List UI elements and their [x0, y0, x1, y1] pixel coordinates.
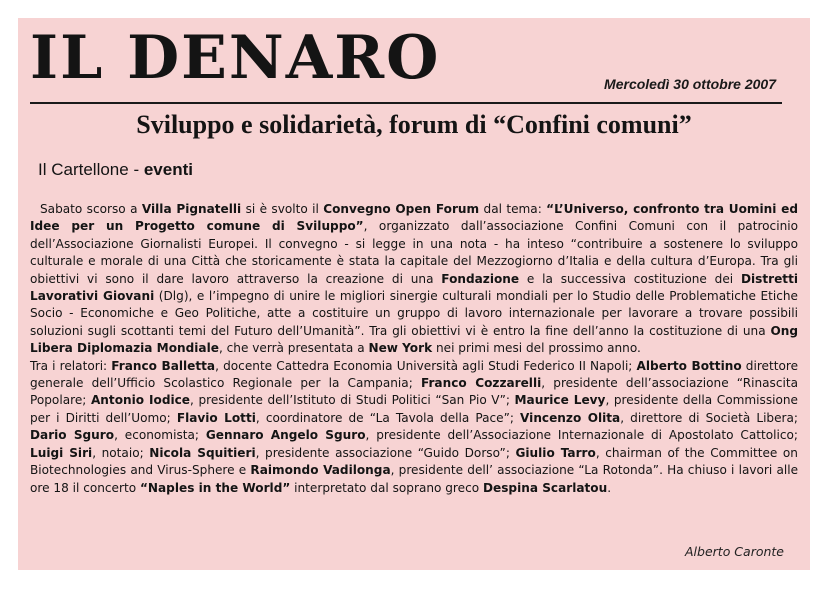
- text-run: , presidente dell’Associazione Internazionale di Apostolato Cattolico;: [365, 428, 798, 443]
- bold-run: New York: [368, 341, 433, 356]
- text-run: , presidente dell’ associazione “La Rotonda”. Ha chiuso i lavori alle ore 18 il concerto: [30, 463, 799, 495]
- text-run: si è svolto il: [241, 202, 324, 216]
- text-run: dal tema:: [479, 202, 547, 216]
- text-run: direttore generale dell’Ufficio Scolastico Regionale per la Campania;: [30, 358, 799, 391]
- article-paragraph: [30, 201, 798, 358]
- text-run: e la successiva costituzione dei: [519, 271, 741, 286]
- newspaper-clipping: [18, 18, 810, 570]
- bold-run: Franco Balletta: [111, 358, 216, 373]
- publication-date: Mercoledì 30 ottobre 2007: [604, 76, 776, 92]
- text-run: , coordinatore de “La Tavola della Pace”;: [255, 410, 521, 425]
- section-label: [38, 160, 193, 180]
- bold-run: Vincenzo Olita: [520, 410, 621, 425]
- article-paragraph: [30, 358, 798, 497]
- text-run: (Dlg), e l’impegno di unire le migliori sinergie culturali mondiali per lo Studio delle Problematiche Etiche Socio - Economiche e Geo Politiche, atte a costituire un gruppo di lavoro internazionale per lavorare a trovare possibili soluzioni sugli scottanti temi del Futuro dell’Umanità”. Tra gli obiettivi vi è entro la fine dell’anno la costituzione di una: [30, 289, 798, 338]
- article-body: [30, 201, 798, 497]
- section-separator: -: [128, 160, 144, 179]
- text-run: nei primi mesi del prossimo anno.: [432, 341, 641, 356]
- text-run: , direttore di Società Libera;: [620, 410, 798, 425]
- bold-run: Luigi Siri: [30, 445, 93, 460]
- text-run: , organizzato dall’associazione Confini Comuni con il patrocinio dell’Associazione Giornalisti Europei. Il convegno - si legge in una nota - ha inteso “contribuire a sostenere lo sviluppo culturale e morale di una Città che storicamente è stata la capitale del Mezzogiorno d’Italia e della cultura d’Europa. Tra gli obiettivi vi sono il dare lavoro attraverso la creazione di una: [30, 219, 798, 286]
- text-run: , presidente associazione “Guido Dorso”;: [255, 445, 516, 460]
- bold-run: Convegno Open Forum: [323, 202, 480, 216]
- section-topic: eventi: [143, 160, 193, 179]
- bold-run: Maurice Levy: [514, 393, 606, 408]
- bold-run: “Naples in the World”: [139, 480, 291, 495]
- bold-run: Dario Sguro: [30, 428, 115, 443]
- text-run: , presidente dell’Istituto di Studi Politici “San Pio V”;: [190, 393, 515, 408]
- text-run: , presidente della Commissione per i Diritti dell’Uomo;: [30, 393, 798, 425]
- bold-run: Giulio Tarro: [515, 445, 596, 460]
- text-run: interpretato dal soprano greco: [290, 480, 483, 495]
- bold-run: Villa Pignatelli: [141, 202, 242, 216]
- section-name: Il Cartellone: [38, 160, 129, 179]
- bold-run: Alberto Bottino: [636, 358, 742, 373]
- author-signature: Alberto Caronte: [685, 544, 784, 559]
- text-run: , che verrà presentata a: [218, 341, 369, 356]
- bold-run: Raimondo Vadilonga: [250, 463, 391, 478]
- bold-run: Antonio Iodice: [90, 393, 191, 408]
- bold-run: Ong Libera Diplomazia Mondiale: [30, 323, 798, 356]
- bold-run: “L’Universo, confronto tra Uomini ed Idee per un Progetto comune di Sviluppo”: [30, 202, 798, 234]
- masthead: IL DENARO: [30, 23, 441, 93]
- text-run: .: [607, 480, 612, 495]
- text-run: , chairman of the Committee on Biotechnologies and Virus-Sphere e: [30, 445, 798, 478]
- text-run: Tra i relatori:: [30, 358, 112, 373]
- bold-run: Fondazione: [441, 271, 520, 286]
- text-run: , economista;: [114, 428, 206, 443]
- headline: Sviluppo e solidarietà, forum di “Confini comuni”: [136, 110, 692, 139]
- bold-run: Despina Scarlatou: [482, 480, 608, 495]
- bold-run: Distretti Lavorativi Giovani: [30, 271, 798, 304]
- masthead-rule: [30, 102, 782, 104]
- bold-run: Gennaro Angelo Sguro: [205, 428, 366, 443]
- bold-run: Franco Cozzarelli: [420, 376, 542, 391]
- text-run: Sabato scorso a: [40, 202, 142, 216]
- text-run: , notaio;: [92, 445, 150, 460]
- text-run: , docente Cattedra Economia Università agli Studi Federico II Napoli;: [215, 358, 637, 373]
- bold-run: Nicola Squitieri: [149, 445, 256, 460]
- bold-run: Flavio Lotti: [176, 410, 256, 425]
- text-run: , presidente dell’associazione “Rinascita Popolare;: [30, 376, 799, 408]
